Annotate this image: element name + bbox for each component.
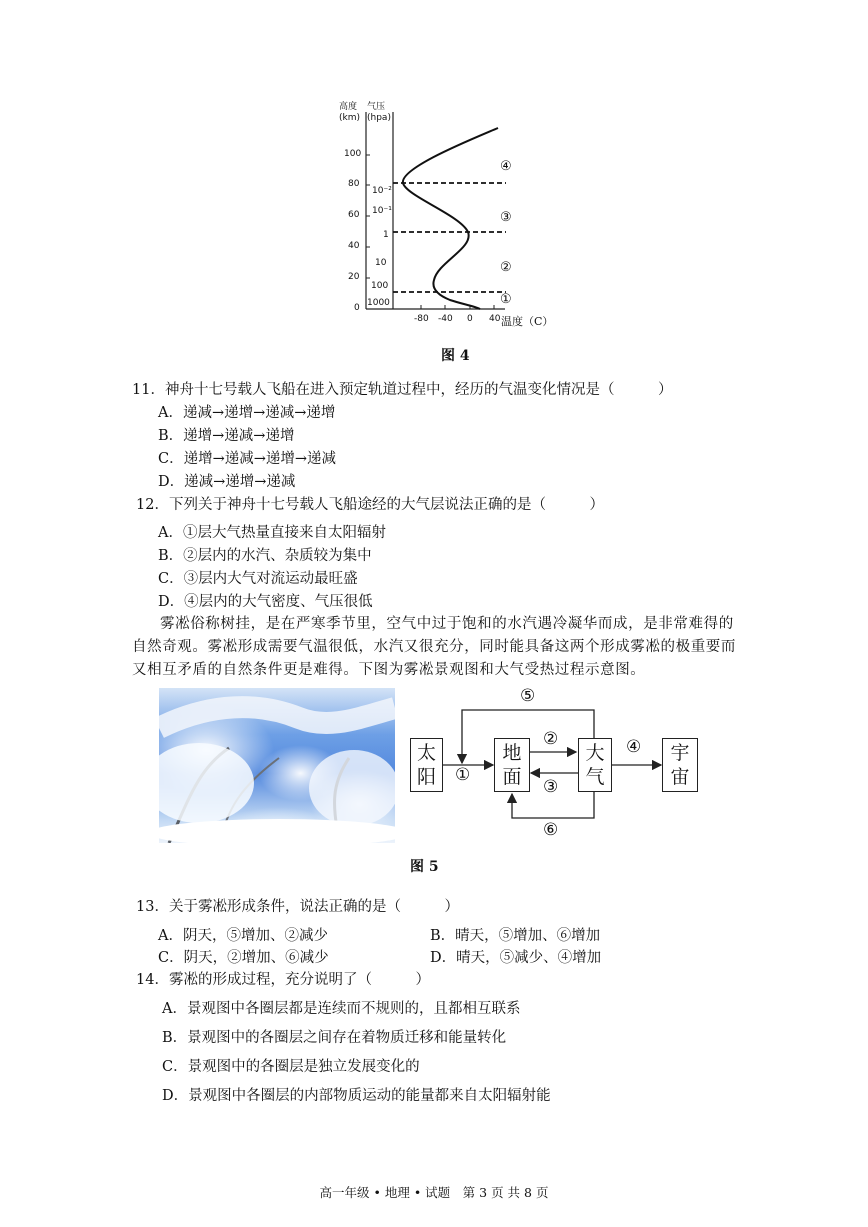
layer-label-2: ② [500,260,512,275]
temperature-tick: 40 [489,314,501,324]
option-c[interactable]: C．景观图中的各圈层是独立发展变化的 [162,1059,420,1075]
page-footer: 高一年级 • 地理 • 试题 第 3 页 共 8 页 [319,1185,549,1200]
temperature-tick: 0 [467,314,473,324]
layer-label-3: ③ [500,210,512,225]
height-tick: 80 [348,179,360,189]
question-stem: 11．神舟十七号载人飞船在进入预定轨道过程中，经历的气温变化情况是（ ） [132,382,673,398]
option-b[interactable]: B．景观图中的各圈层之间存在着物质迁移和能量转化 [162,1030,507,1046]
arrow-label-3: ③ [543,777,559,797]
option-d[interactable]: D．景观图中各圈层的内部物质运动的能量都来自太阳辐射能 [162,1088,551,1104]
node-sun: 太阳 [410,738,443,792]
option-a[interactable]: A．①层大气热量直接来自太阳辐射 [158,525,386,541]
pressure-tick: 100 [371,281,389,291]
arrow-label-4: ④ [626,737,642,757]
height-tick: 100 [344,149,362,159]
pressure-tick: 1 [383,230,389,240]
node-ground: 地面 [494,738,530,792]
pressure-axis-unit: (hpa) [367,113,391,123]
rime-landscape-photo [159,688,395,843]
option-c[interactable]: C．阴天，②增加、⑥减少 [158,950,329,966]
option-c[interactable]: C．递增→递减→递增→递减 [158,451,337,467]
height-tick: 0 [354,303,360,313]
option-d[interactable]: D．递减→递增→递减 [158,474,296,490]
option-c[interactable]: C．③层内大气对流运动最旺盛 [158,571,358,587]
pressure-tick: 1000 [367,298,390,308]
option-a[interactable]: A．阴天，⑤增加、②减少 [158,928,328,944]
option-b[interactable]: B．晴天，⑤增加、⑥增加 [430,928,601,944]
height-tick: 60 [348,210,360,220]
pressure-tick: 10 [375,258,387,268]
height-axis-unit: (km) [339,113,361,123]
question-stem: 14．雾凇的形成过程，充分说明了（ ） [136,972,430,988]
temperature-curve [403,128,498,309]
figure-5-caption: 图 5 [410,859,439,875]
temperature-tick: -80 [414,314,429,324]
passage-line: 雾凇俗称树挂，是在严寒季节里，空气中过于饱和的水汽遇冷凝华而成，是非常难得的 [160,616,734,632]
height-axis-label: 高度 [339,102,358,112]
arrow-label-5: ⑤ [520,686,536,706]
passage-line: 又相互矛盾的自然条件更是难得。下图为雾凇景观图和大气受热过程示意图。 [132,662,646,678]
option-b[interactable]: B．②层内的水汽、杂质较为集中 [158,548,372,564]
option-a[interactable]: A．递减→递增→递减→递增 [158,405,336,421]
option-b[interactable]: B．递增→递减→递增 [158,428,295,444]
pressure-axis-label: 气压 [367,102,386,112]
pressure-tick: 10⁻¹ [372,206,392,216]
option-d[interactable]: D．晴天，⑤减少、④增加 [430,950,602,966]
atmosphere-profile-chart [330,92,560,332]
node-atmosphere: 大气 [578,738,612,792]
temperature-tick: -40 [438,314,453,324]
figure-4-caption: 图 4 [441,348,470,364]
passage-line: 自然奇观。雾凇形成需要气温很低，水汽又很充分，同时能具备这两个形成雾凇的极重要而 [132,639,736,655]
arrow-label-2: ② [543,729,559,749]
arrow-label-1: ① [455,765,471,785]
height-tick: 20 [348,272,360,282]
option-a[interactable]: A．景观图中各圈层都是连续而不规则的，且都相互联系 [162,1001,521,1017]
layer-label-1: ① [500,292,512,307]
layer-label-4: ④ [500,159,512,174]
height-tick: 40 [348,241,360,251]
question-stem: 12．下列关于神舟十七号载人飞船途经的大气层说法正确的是（ ） [136,497,604,513]
question-stem: 13．关于雾凇形成条件，说法正确的是（ ） [136,899,459,915]
temperature-axis-label: 温度（C） [501,315,554,328]
node-universe: 宇宙 [662,738,698,792]
pressure-tick: 10⁻² [372,186,392,196]
arrow-label-6: ⑥ [543,820,559,840]
option-d[interactable]: D．④层内的大气密度、气压很低 [158,594,373,610]
